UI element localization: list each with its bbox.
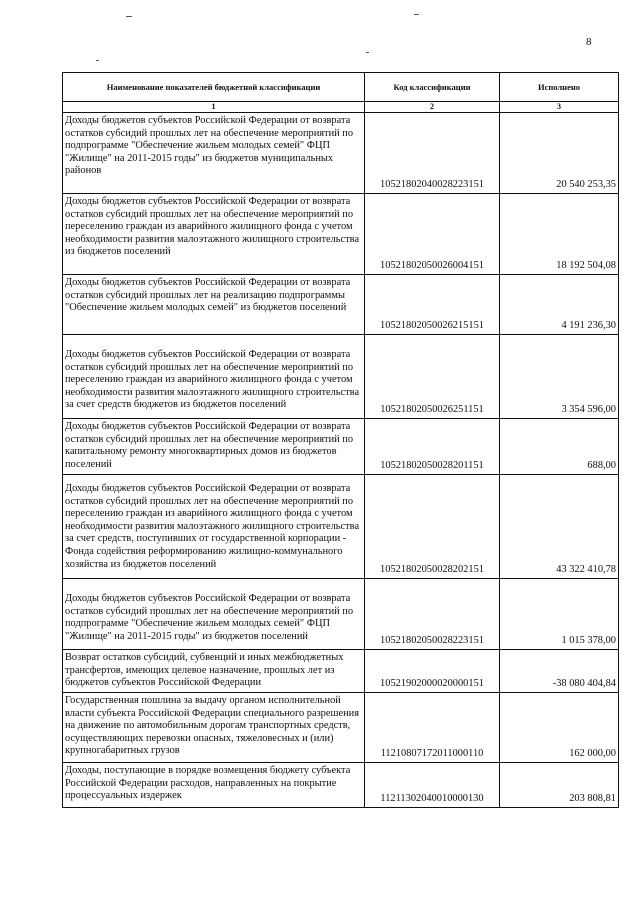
row-code: 10521902000020000151	[365, 650, 500, 693]
row-exec: 20 540 253,35	[500, 113, 619, 194]
row-code: 10521802050026004151	[365, 194, 500, 275]
table-row	[63, 335, 619, 419]
row-code: 10521802050026251151	[365, 335, 500, 419]
row-exec: 1 015 378,00	[500, 579, 619, 650]
row-exec: 43 322 410,78	[500, 475, 619, 579]
row-name: Доходы бюджетов субъектов Российской Федерации от возврата остатков субсидий прошлых лет на обеспечение мероприятий по капитальному ремонту многоквартирных домов из бюджетов поселений	[63, 419, 365, 475]
budget-table	[62, 72, 619, 808]
row-code: 10521802050028201151	[365, 419, 500, 475]
row-name: Доходы, поступающие в порядке возмещения бюджету субъекта Российской Федерации расходов, направленных на покрытие процессуальных издержек	[63, 763, 365, 808]
column-number: 1	[63, 102, 365, 113]
row-exec: 162 000,00	[500, 693, 619, 763]
row-code: 10521802050028223151	[365, 579, 500, 650]
row-exec: 4 191 236,30	[500, 275, 619, 335]
row-name: Государственная пошлина за выдачу органом исполнительной власти субъекта Российской Федерации специального разрешения на движение по автомобильным дорогам транспортных средств, осуществляющих перевозки опасных, тяжеловесных и (или) крупногабаритных грузов	[63, 693, 365, 763]
column-number: 2	[365, 102, 500, 113]
table-row	[63, 194, 619, 275]
row-code: 10521802040028223151	[365, 113, 500, 194]
scan-speck	[126, 16, 132, 17]
row-exec: 688,00	[500, 419, 619, 475]
table-row	[63, 579, 619, 650]
row-name: Доходы бюджетов субъектов Российской Федерации от возврата остатков субсидий прошлых лет на обеспечение мероприятий по подпрограмме "Обеспечение жильем молодых семей" ФЦП "Жилище" на 2011-2015 годы" из бюджетов муниципальных районов	[63, 113, 365, 194]
scan-speck	[96, 60, 99, 61]
header-exec: Исполнено	[500, 73, 619, 102]
row-exec: 203 808,81	[500, 763, 619, 808]
table-row	[63, 113, 619, 194]
table-row	[63, 693, 619, 763]
row-exec: 3 354 596,00	[500, 335, 619, 419]
page-number: 8	[586, 36, 592, 48]
scan-speck	[366, 52, 369, 53]
row-name: Возврат остатков субсидий, субвенций и иных межбюджетных трансфертов, имеющих целевое назначение, прошлых лет из бюджетов субъектов Российской Федерации	[63, 650, 365, 693]
column-number: 3	[500, 102, 619, 113]
row-name: Доходы бюджетов субъектов Российской Федерации от возврата остатков субсидий прошлых лет на реализацию подпрограммы "Обеспечение жильем молодых семей" из бюджетов поселений	[63, 275, 365, 335]
row-code: 11211302040010000130	[365, 763, 500, 808]
row-name: Доходы бюджетов субъектов Российской Федерации от возврата остатков субсидий прошлых лет на обеспечение мероприятий по переселению граждан из аварийного жилищного фонда с учетом необходимости развития малоэтажного жилищного строительства за счет средств, поступивших от государственной корпорации - Фонда содействия реформированию жилищно-коммунального хозяйства из бюджетов поселений	[63, 475, 365, 579]
row-name: Доходы бюджетов субъектов Российской Федерации от возврата остатков субсидий прошлых лет на обеспечение мероприятий по подпрограмме "Обеспечение жильем молодых семей" ФЦП "Жилище" на 2011-2015 годы" из бюджетов поселений	[63, 579, 365, 650]
row-code: 11210807172011000110	[365, 693, 500, 763]
table-row	[63, 650, 619, 693]
row-code: 10521802050026215151	[365, 275, 500, 335]
table-row	[63, 275, 619, 335]
row-exec: -38 080 404,84	[500, 650, 619, 693]
column-number-row	[63, 102, 619, 113]
header-code: Код классификации	[365, 73, 500, 102]
table-header-row	[63, 73, 619, 102]
table-row	[63, 475, 619, 579]
row-name: Доходы бюджетов субъектов Российской Федерации от возврата остатков субсидий прошлых лет на обеспечение мероприятий по переселению граждан из аварийного жилищного фонда с учетом необходимости развития малоэтажного жилищного строительства из бюджетов поселений	[63, 194, 365, 275]
header-name: Наименование показателей бюджетной классификации	[63, 73, 365, 102]
row-name: Доходы бюджетов субъектов Российской Федерации от возврата остатков субсидий прошлых лет на обеспечение мероприятий по переселению граждан из аварийного жилищного фонда с учетом необходимости развития малоэтажного жилищного строительства за счет средств бюджетов из бюджетов поселений	[63, 335, 365, 419]
table-row	[63, 763, 619, 808]
table-row	[63, 419, 619, 475]
scan-speck	[414, 14, 419, 15]
row-code: 10521802050028202151	[365, 475, 500, 579]
row-exec: 18 192 504,08	[500, 194, 619, 275]
